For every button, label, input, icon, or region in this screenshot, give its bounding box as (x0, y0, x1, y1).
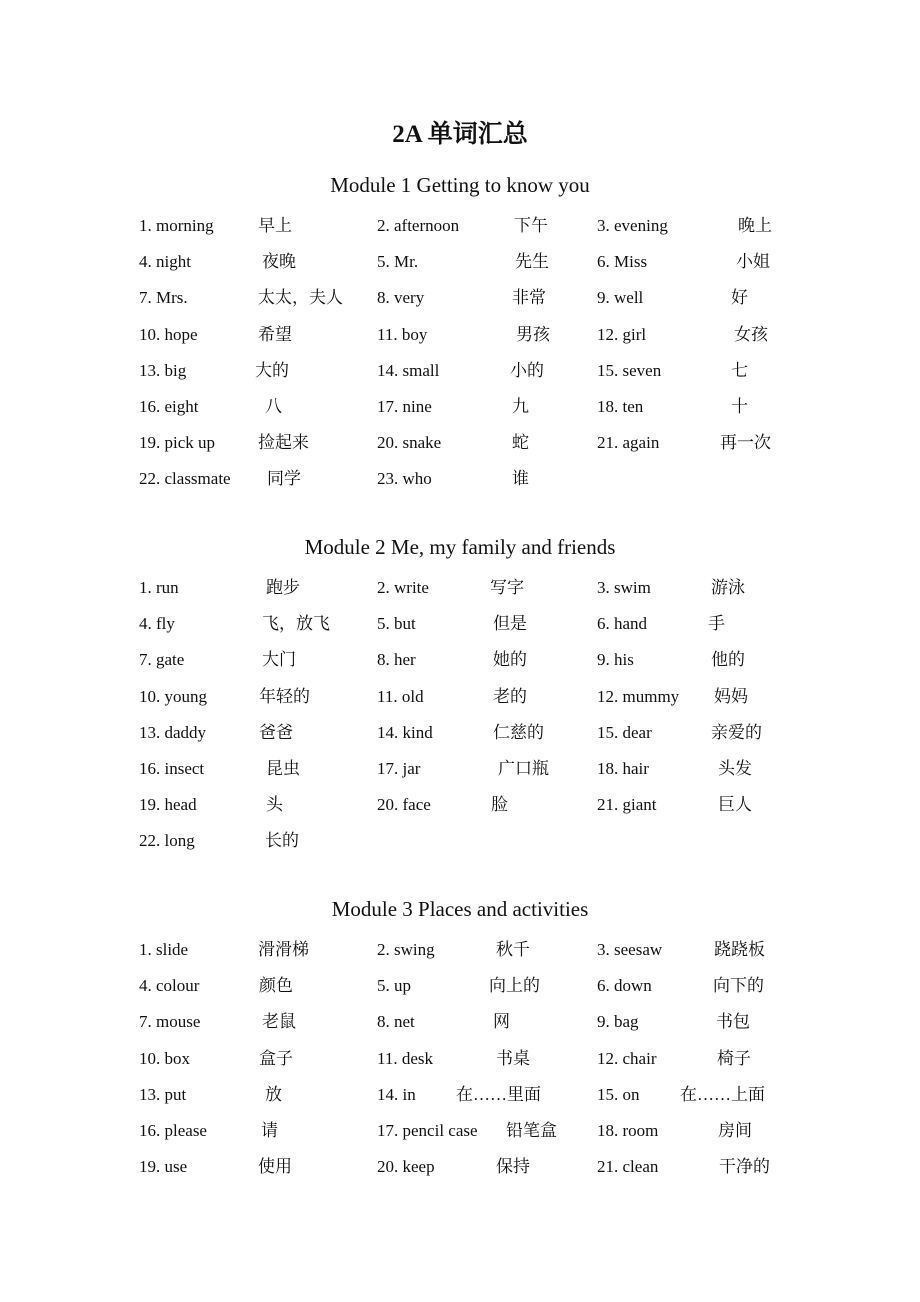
word-chinese: 老鼠 (262, 1012, 296, 1032)
word-chinese: 书桌 (496, 1048, 530, 1068)
word-english: 17. jar (377, 759, 421, 778)
word-chinese: 同学 (267, 469, 301, 489)
word-english: 10. hope (139, 324, 198, 344)
word-chinese: 飞，放飞 (262, 614, 330, 634)
word-english: 17. pencil case (377, 1121, 478, 1140)
document-title: 2A 单词汇总 (392, 121, 528, 148)
word-english: 6. Miss (597, 252, 648, 272)
word-chinese: 先生 (515, 252, 549, 272)
word-chinese: 她的 (493, 650, 527, 670)
word-chinese: 十 (731, 397, 748, 416)
word-english: 12. mummy (597, 686, 680, 706)
word-chinese: 巨人 (718, 795, 752, 815)
word-chinese: 秋千 (496, 940, 530, 959)
word-english: 23. who (377, 469, 432, 489)
word-english: 9. well (597, 288, 644, 308)
word-chinese: 八 (265, 397, 282, 416)
word-chinese: 男孩 (516, 324, 550, 344)
word-chinese: 在……上面 (680, 1084, 765, 1104)
word-chinese: 滑滑梯 (258, 940, 309, 959)
word-english: 2. write (377, 578, 429, 597)
word-english: 20. snake (377, 433, 442, 453)
word-english: 18. ten (597, 397, 644, 416)
word-chinese: 好 (731, 288, 748, 308)
word-chinese: 九 (512, 397, 529, 416)
word-english: 13. daddy (139, 722, 207, 742)
word-chinese: 大门 (262, 650, 296, 670)
word-chinese: 游泳 (711, 578, 745, 597)
word-english: 8. her (377, 650, 416, 670)
word-english: 4. fly (139, 614, 175, 634)
word-english: 21. clean (597, 1157, 659, 1177)
module-1-title: Module 1 Getting to know you (330, 173, 590, 197)
word-english: 11. boy (377, 324, 428, 344)
word-english: 2. afternoon (377, 216, 460, 235)
word-chinese: 保持 (496, 1157, 530, 1177)
word-chinese: 大的 (255, 360, 289, 380)
word-chinese: 书包 (716, 1012, 750, 1032)
word-english: 1. run (139, 578, 179, 597)
word-chinese: 爸爸 (259, 722, 293, 742)
word-english: 1. morning (139, 216, 214, 235)
word-english: 6. hand (597, 614, 648, 634)
word-english: 16. please (139, 1121, 207, 1140)
word-english: 3. evening (597, 216, 668, 235)
module-3-title: Module 3 Places and activities (331, 897, 589, 921)
word-english: 1. slide (139, 940, 189, 959)
word-chinese: 铅笔盒 (506, 1121, 557, 1140)
word-chinese: 广口瓶 (498, 759, 549, 778)
word-chinese: 向上的 (489, 976, 540, 996)
word-chinese: 昆虫 (266, 759, 300, 778)
word-english: 4. colour (139, 976, 200, 996)
word-english: 21. again (597, 433, 660, 453)
word-english: 7. mouse (139, 1012, 201, 1032)
word-chinese: 头 (266, 795, 283, 815)
word-chinese: 脸 (491, 795, 508, 815)
word-english: 16. eight (139, 397, 199, 416)
word-chinese: 老的 (493, 686, 527, 706)
word-english: 14. kind (377, 722, 433, 742)
word-chinese: 年轻的 (259, 686, 310, 706)
word-chinese: 妈妈 (714, 686, 748, 706)
word-english: 14. in (377, 1084, 416, 1104)
word-english: 3. seesaw (597, 940, 663, 959)
word-chinese: 非常 (512, 288, 546, 308)
word-english: 19. pick up (139, 433, 216, 453)
word-english: 10. box (139, 1048, 190, 1068)
word-english: 9. bag (597, 1012, 639, 1032)
word-english: 8. very (377, 288, 425, 308)
module-2-title: Module 2 Me, my family and friends (304, 535, 616, 559)
word-english: 18. hair (597, 759, 649, 778)
word-chinese: 他的 (711, 650, 745, 670)
word-chinese: 再一次 (720, 433, 771, 453)
word-english: 14. small (377, 360, 440, 380)
word-chinese: 手 (708, 614, 725, 634)
word-chinese: 写字 (490, 578, 524, 597)
word-english: 16. insect (139, 759, 205, 778)
word-english: 19. head (139, 795, 197, 815)
word-chinese: 谁 (512, 469, 529, 489)
word-english: 6. down (597, 976, 652, 996)
word-chinese: 早上 (258, 216, 292, 235)
word-chinese: 小姐 (736, 252, 770, 272)
word-chinese: 跑步 (266, 578, 300, 597)
word-english: 7. gate (139, 650, 185, 670)
word-chinese: 捡起来 (258, 433, 309, 453)
word-english: 20. face (377, 795, 431, 815)
word-english: 18. room (597, 1121, 659, 1140)
word-chinese: 使用 (258, 1157, 292, 1177)
word-english: 20. keep (377, 1157, 435, 1177)
word-english: 3. swim (597, 578, 651, 597)
word-chinese: 房间 (718, 1121, 752, 1140)
word-chinese: 希望 (258, 324, 292, 344)
word-chinese: 但是 (493, 614, 527, 634)
word-chinese: 在……里面 (456, 1084, 541, 1104)
word-english: 7. Mrs. (139, 288, 188, 308)
word-english: 8. net (377, 1012, 415, 1032)
word-english: 11. desk (377, 1048, 434, 1068)
word-chinese: 跷跷板 (714, 940, 765, 959)
word-english: 5. but (377, 614, 416, 634)
word-english: 9. his (597, 650, 634, 670)
word-chinese: 头发 (718, 759, 752, 778)
word-chinese: 向下的 (713, 976, 764, 996)
word-english: 22. long (139, 831, 195, 851)
word-english: 11. old (377, 686, 424, 706)
word-chinese: 请 (261, 1121, 278, 1140)
word-chinese: 仁慈的 (493, 722, 544, 742)
word-chinese: 蛇 (512, 433, 529, 453)
word-chinese: 晚上 (738, 216, 772, 235)
word-english: 21. giant (597, 795, 657, 815)
word-chinese: 网 (493, 1012, 510, 1032)
word-english: 19. use (139, 1157, 188, 1177)
word-chinese: 夜晚 (262, 252, 296, 272)
word-chinese: 女孩 (734, 324, 768, 344)
word-english: 4. night (139, 252, 191, 272)
word-english: 13. put (139, 1084, 187, 1104)
word-chinese: 颜色 (259, 976, 293, 996)
word-english: 2. swing (377, 940, 435, 959)
word-chinese: 盒子 (259, 1048, 293, 1068)
word-english: 12. girl (597, 324, 647, 344)
word-english: 12. chair (597, 1048, 657, 1068)
word-chinese: 干净的 (719, 1157, 770, 1177)
word-chinese: 太太，夫人 (258, 288, 343, 308)
word-english: 5. up (377, 976, 411, 996)
word-english: 10. young (139, 686, 207, 706)
word-chinese: 长的 (265, 831, 299, 851)
word-chinese: 亲爱的 (711, 722, 762, 742)
word-english: 5. Mr. (377, 252, 419, 272)
word-english: 15. dear (597, 722, 652, 742)
word-english: 22. classmate (139, 469, 231, 489)
word-english: 15. on (597, 1084, 640, 1104)
word-english: 13. big (139, 360, 187, 380)
word-english: 17. nine (377, 397, 432, 416)
word-chinese: 七 (731, 360, 748, 380)
word-english: 15. seven (597, 360, 662, 380)
word-chinese: 椅子 (717, 1048, 751, 1068)
word-chinese: 下午 (514, 216, 548, 235)
word-chinese: 小的 (510, 360, 544, 380)
word-chinese: 放 (265, 1084, 282, 1104)
